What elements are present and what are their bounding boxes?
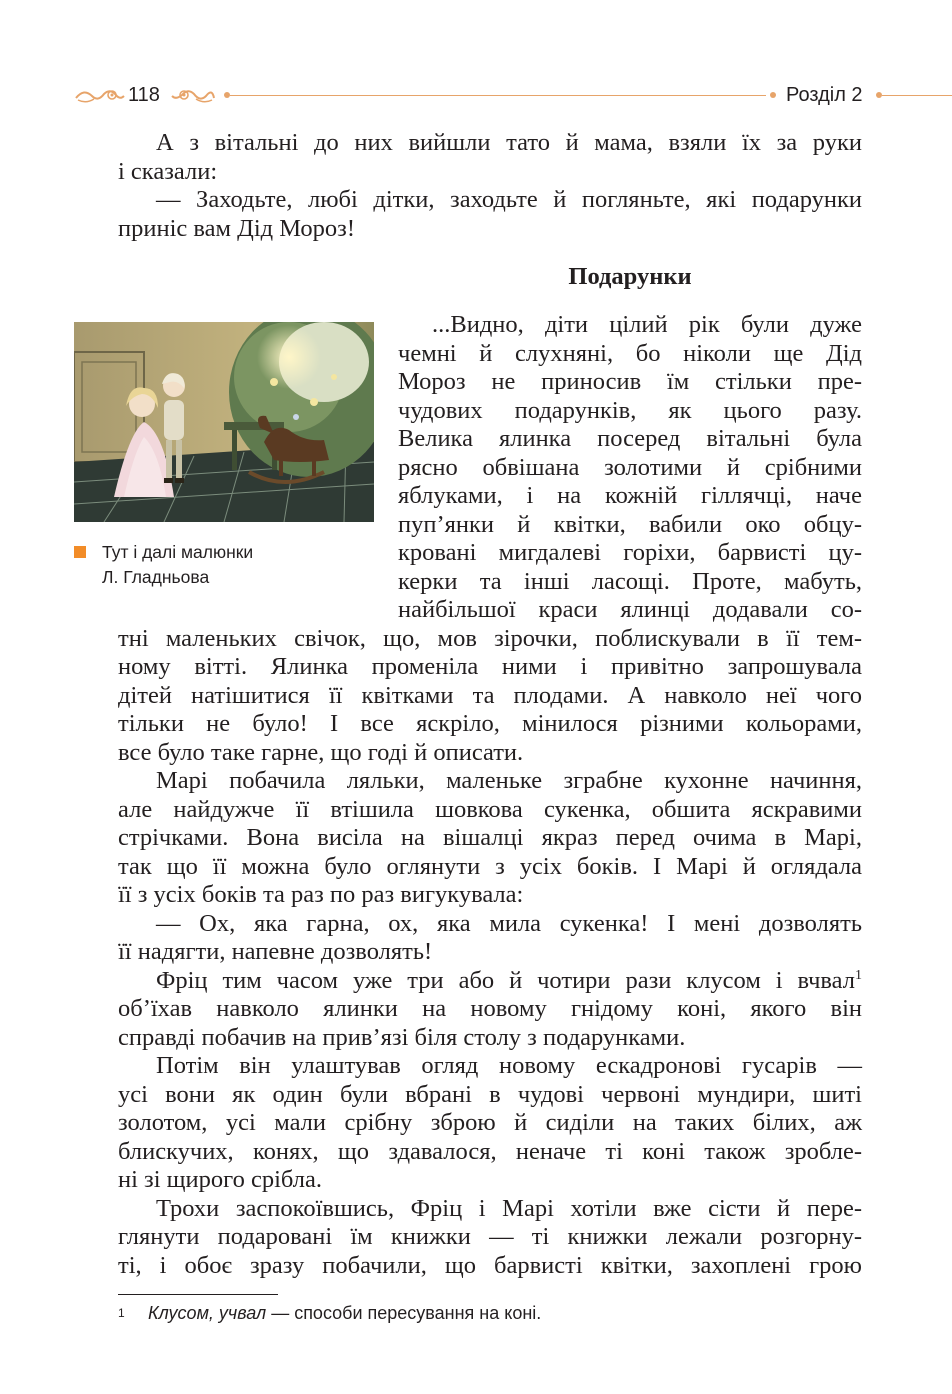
text-line: Трохи заспокоївшись, Фріц і Марі хотіли вже сісти й пере- [156, 1195, 862, 1222]
text-line: тільки не було! І все яскріло, мінилося різними кольорами, [118, 710, 862, 737]
ornament-right-icon [170, 86, 216, 106]
header-rule [882, 95, 952, 96]
text-line: і сказали: [118, 158, 218, 185]
caption-line: Л. Гладньова [102, 567, 210, 587]
text-line: ...Видно, діти цілий рік були дуже [432, 311, 862, 338]
text-line: А з вітальні до них вийшли тато й мама, взяли їх за руки [156, 129, 862, 156]
footnote-text: — способи пересування на коні. [266, 1303, 542, 1323]
ornament-left-icon [74, 86, 126, 106]
text-line: ному вітті. Ялинка променіла ними і привітно запрошувала [118, 653, 862, 680]
footnote [148, 1301, 541, 1325]
text-line: Потім він улаштував огляд новому ескадронові гусарів — [156, 1052, 862, 1079]
text-line: керки та інші ласощі. Проте, мабуть, [398, 568, 862, 595]
caption-line: Тут і далі малюнки [102, 542, 254, 562]
text-line: справді побачив на прив’язі біля столу з подарунками. [118, 1024, 686, 1051]
text-line: Марі побачила ляльки, маленьке зграбне кухонне начиння, [156, 767, 862, 794]
illustration-picture [74, 322, 374, 522]
text-line: чудових подарунків, як цього разу. [398, 397, 862, 424]
text-line: Велика ялинка посеред вітальні була [398, 425, 862, 452]
text-line: дітей натішитися її квітками та плодами. А навколо неї чого [118, 682, 862, 709]
text-line: глянути подаровані їм книжки — ті книжки лежали розгорну- [118, 1223, 862, 1250]
text-line [156, 966, 862, 996]
section-title: Розділ 2 [786, 84, 863, 106]
text-line: усі вони як один були вбрані в чудові червоні мундири, шиті [118, 1081, 862, 1108]
footnote-number: 1 [118, 1306, 125, 1320]
text-line: так що її можна було оглянути з усіх боків. І Марі й оглядала [118, 853, 862, 880]
text-line: — Ох, яка гарна, ох, яка мила сукенка! І мені дозволять [156, 910, 862, 937]
footnote-rule [118, 1294, 278, 1295]
text-line: блискучих, конях, що здавалося, неначе ті коні також зроблe- [118, 1138, 862, 1165]
footnote-ref: 1 [855, 967, 862, 983]
text-line: її з усіх боків та раз по раз вигукувала: [118, 881, 524, 908]
text-line: її надягти, напевне дозволять! [118, 938, 433, 965]
text-line: яблуками, і на кожній гіллячці, наче [398, 482, 862, 509]
text-line: пуп’янки й квітки, вабили око обцу- [398, 511, 862, 538]
text-line: золотом, усі мали срібну зброю й сиділи на таких білих, аж [118, 1109, 862, 1136]
text-line: стрічками. Вона висіла на вішалці якраз перед очима в Марі, [118, 824, 862, 851]
text-line: ні зі щирого срібла. [118, 1166, 322, 1193]
caption-marker [74, 546, 86, 558]
text-line: все було таке гарне, що годі й описати. [118, 739, 524, 766]
text-line: приніс вам Дід Мороз! [118, 215, 356, 242]
text-line: ті, і обоє зразу побачили, що барвисті квітки, захоплені грою [118, 1252, 862, 1279]
running-header [0, 80, 952, 110]
text-line: рясно обвішана золотими й срібними [398, 454, 862, 481]
text-line: найбільшої краси ялинці додавали со- [398, 596, 862, 623]
illustration [74, 322, 374, 522]
text-line: але найдужче її втішила шовкова сукенка, обшита яскравими [118, 796, 862, 823]
text-span: Фріц тим часом уже три або й чотири рази клусом і вчвал [156, 967, 855, 994]
chapter-heading: Подарунки [568, 263, 692, 290]
illustration-caption [102, 540, 253, 590]
page-number: 118 [128, 84, 160, 106]
header-dot [770, 92, 776, 98]
footnote-term: Клусом, учвал [148, 1303, 267, 1323]
header-rule [230, 95, 766, 96]
text-line: — Заходьте, любі дітки, заходьте й погляньте, які подарунки [156, 186, 862, 213]
text-line: кровані мигдалеві горіхи, барвисті цу- [398, 539, 862, 566]
text-line: Мороз не приносив їм стільки пре- [398, 368, 862, 395]
text-line: чемні й слухняні, бо ніколи ще Дід [398, 340, 862, 367]
text-line: об’їхав навколо ялинки на новому гнідому коні, якого він [118, 995, 862, 1022]
text-line: тні маленьких свічок, що, мов зірочки, поблискували в її тем- [118, 625, 862, 652]
